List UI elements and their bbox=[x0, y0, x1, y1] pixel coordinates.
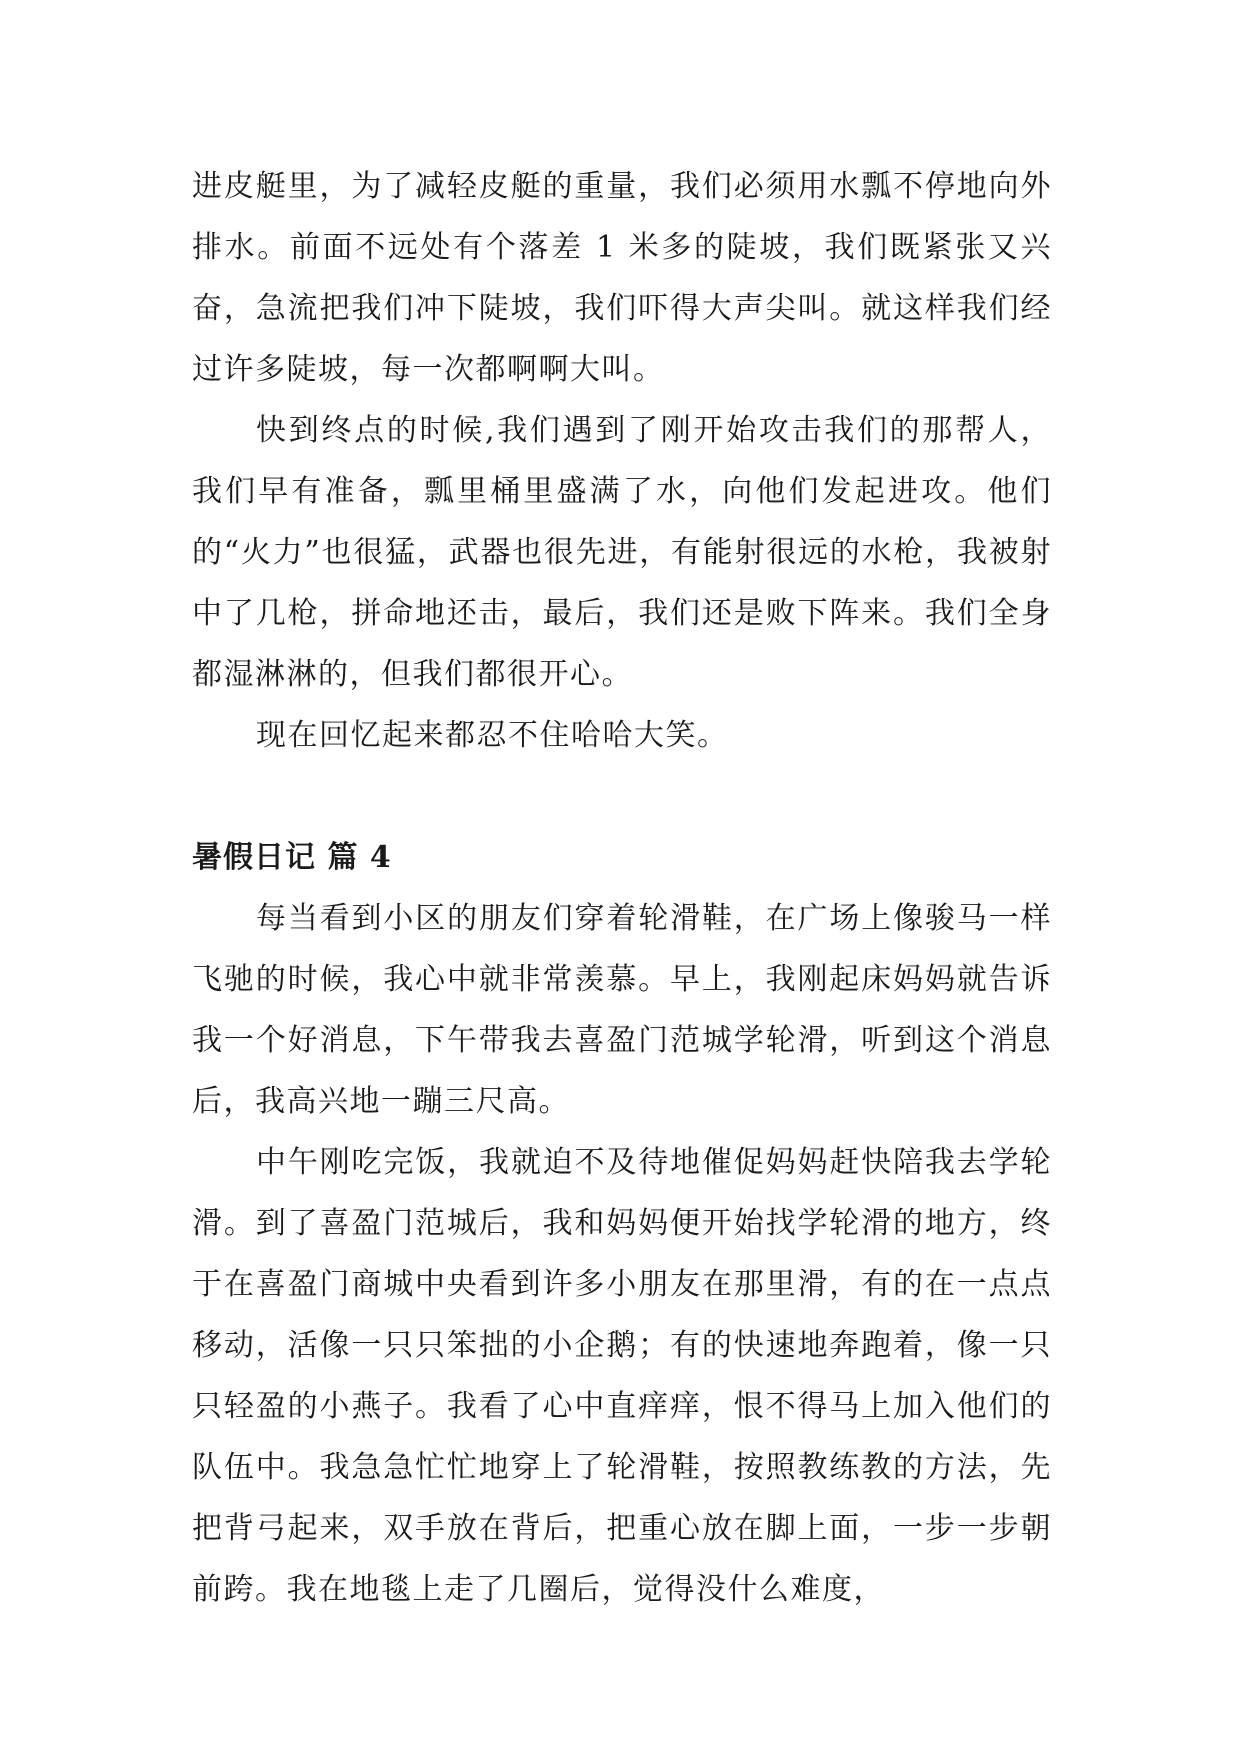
paragraph: 每当看到小区的朋友们穿着轮滑鞋，在广场上像骏马一样飞驰的时候，我心中就非常羡慕。早上，我刚起床妈妈就告诉我一个好消息，下午带我去喜盈门范城学轮滑，听到这个消息后，我高兴地一蹦三尺高。 bbox=[192, 901, 1052, 1119]
paragraph: 快到终点的时候,我们遇到了刚开始攻击我们的那帮人，我们早有准备，瓢里桶里盛满了水，向他们发起进攻。他们的“火力”也很猛，武器也很先进，有能射很远的水枪，我被射中了几枪，拼命地还击，最后，我们还是败下阵来。我们全身都湿淋淋的，但我们都很开心。 bbox=[192, 413, 1052, 692]
paragraph: 中午刚吃完饭，我就迫不及待地催促妈妈赶快陪我去学轮滑。到了喜盈门范城后，我和妈妈便开始找学轮滑的地方，终于在喜盈门商城中央看到许多小朋友在那里滑，有的在一点点移动，活像一只只笨拙的小企鹅；有的快速地奔跑着，像一只只轻盈的小燕子。我看了心中直痒痒，恨不得马上加入他们的队伍中。我急急忙忙地穿上了轮滑鞋，按照教练教的方法，先把背弓起来，双手放在背后，把重心放在脚上面，一步一步朝前跨。我在地毯上走了几圈后，觉得没什么难度， bbox=[192, 1145, 1052, 1607]
paragraph-continued: 进皮艇里，为了减轻皮艇的重量，我们必须用水瓢不停地向外排水。前面不远处有个落差 1 米多的陡坡，我们既紧张又兴奋，急流把我们冲下陡坡，我们吓得大声尖叫。就这样我们经过许多陡坡，每一次都啊啊大叫。 bbox=[192, 169, 1052, 387]
paragraph: 现在回忆起来都忍不住哈哈大笑。 bbox=[256, 718, 729, 753]
section-heading: 暑假日记 篇 4 bbox=[192, 840, 392, 875]
document-body bbox=[192, 156, 1052, 1620]
